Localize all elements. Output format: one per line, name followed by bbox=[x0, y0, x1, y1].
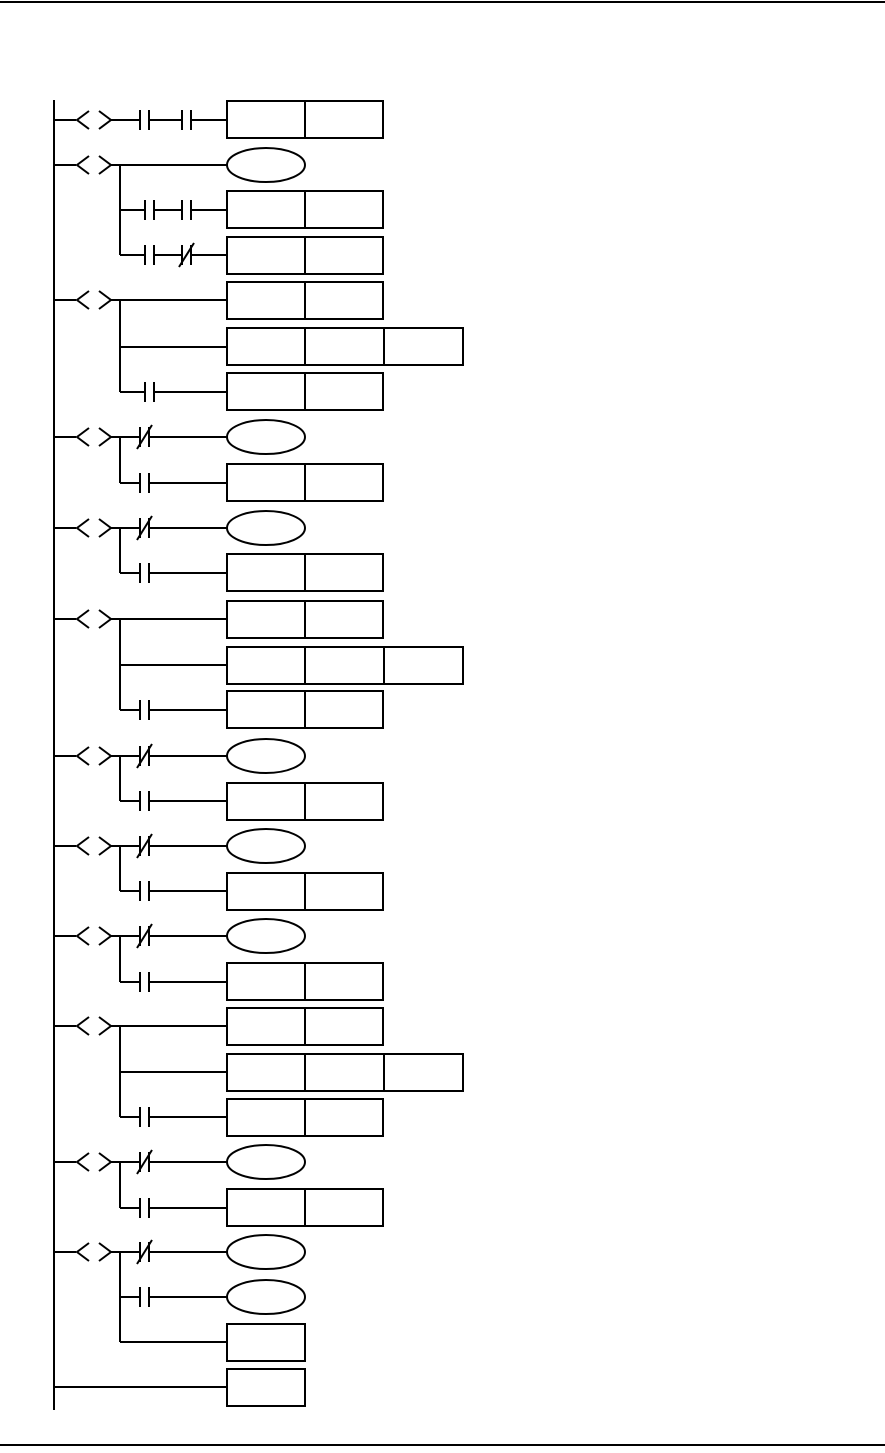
footer-rule bbox=[0, 1444, 885, 1446]
comparison-contact bbox=[77, 747, 111, 765]
rung-6 bbox=[54, 601, 463, 728]
rung-9 bbox=[54, 919, 383, 1000]
output-coil bbox=[227, 1235, 305, 1269]
rung-1 bbox=[54, 101, 383, 138]
rung-5 bbox=[54, 511, 383, 591]
instruction-box bbox=[227, 1324, 305, 1361]
no-contact bbox=[145, 382, 154, 402]
instruction-box bbox=[227, 647, 463, 684]
no-contact bbox=[140, 1107, 149, 1127]
no-contact bbox=[145, 200, 154, 220]
no-contact bbox=[140, 972, 149, 992]
instruction-box bbox=[227, 328, 463, 365]
comparison-contact bbox=[77, 428, 111, 446]
no-contact bbox=[140, 110, 149, 130]
comparison-contact bbox=[77, 927, 111, 945]
output-coil bbox=[227, 919, 305, 953]
output-coil bbox=[227, 739, 305, 773]
comparison-contact bbox=[77, 519, 111, 537]
comparison-contact bbox=[77, 610, 111, 628]
rung-13 bbox=[54, 1369, 305, 1406]
comparison-contact bbox=[77, 111, 111, 129]
no-contact bbox=[140, 881, 149, 901]
no-contact bbox=[140, 700, 149, 720]
rung-12 bbox=[54, 1235, 305, 1361]
output-coil bbox=[227, 1280, 305, 1314]
rung-4 bbox=[54, 420, 383, 501]
output-coil bbox=[227, 829, 305, 863]
rung-10 bbox=[54, 1008, 463, 1136]
no-contact bbox=[140, 1198, 149, 1218]
no-contact bbox=[145, 245, 154, 265]
output-coil bbox=[227, 1145, 305, 1179]
no-contact bbox=[182, 110, 191, 130]
comparison-contact bbox=[77, 1017, 111, 1035]
comparison-contact bbox=[77, 156, 111, 174]
rung-2 bbox=[54, 148, 383, 274]
comparison-contact bbox=[77, 291, 111, 309]
no-contact bbox=[140, 563, 149, 583]
comparison-contact bbox=[77, 1153, 111, 1171]
instruction-box bbox=[227, 1054, 463, 1091]
no-contact bbox=[140, 473, 149, 493]
output-coil bbox=[227, 420, 305, 454]
rung-7 bbox=[54, 739, 383, 820]
no-contact bbox=[182, 200, 191, 220]
rung-3 bbox=[54, 282, 463, 410]
instruction-box bbox=[227, 1369, 305, 1406]
output-coil bbox=[227, 148, 305, 182]
comparison-contact bbox=[77, 1243, 111, 1261]
no-contact bbox=[140, 1287, 149, 1307]
rung-11 bbox=[54, 1145, 383, 1226]
rung-8 bbox=[54, 829, 383, 910]
comparison-contact bbox=[77, 837, 111, 855]
no-contact bbox=[140, 791, 149, 811]
output-coil bbox=[227, 511, 305, 545]
